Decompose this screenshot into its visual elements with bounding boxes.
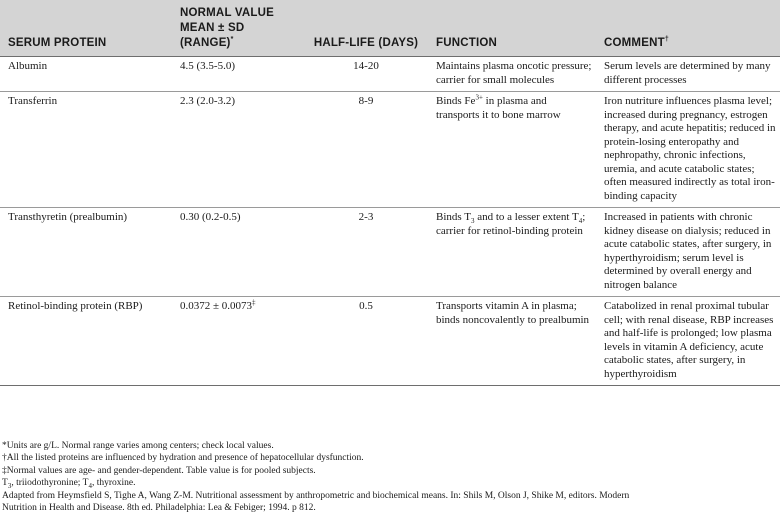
cell-comment: Iron nutriture influences plasma level; increased during pregnancy, estrogen therapy, and acute hepatitis; reduced in protein-losing enteropathy and nephropathy, chronic infections, uremia, and acute catabolic states; often measured indirectly as total iron-binding capacity [596, 92, 780, 208]
table-row-rbp [0, 297, 780, 386]
cell-protein: Retinol-binding protein (RBP) [0, 297, 172, 386]
cell-normal-value: 0.30 (0.2-0.5) [172, 208, 300, 297]
cell-normal-value: 0.0372 ± 0.0073‡ [172, 297, 300, 386]
cell-function: Binds $T_3$ and to a lesser extent $T_4$; carrier for retinol-binding protein [428, 208, 596, 297]
cell-comment: Catabolized in renal proximal tubular cell; with renal disease, RBP increases and half-life is prolonged; low plasma levels in vitamin A deficiency, acute catabolic states, after surgery, in hyperthyroidism [596, 297, 780, 386]
iron-charge-superscript: 3+ [475, 93, 483, 102]
table-header [0, 0, 780, 57]
cell-function: Transports vitamin A in plasma; binds noncovalently to prealbumin [428, 297, 596, 386]
header-comment-mark: † [664, 36, 669, 44]
footnote-age: ‡Normal values are age- and gender-dependent. Table value is for pooled subjects. [2, 465, 316, 476]
header-normal-line2: MEAN ± SD [180, 22, 245, 34]
table-row-albumin [0, 57, 780, 92]
footnote-abbreviations: $T_3$, triiodothyronine; $T_4$, thyroxine. [2, 478, 136, 490]
cell-normal-value: 4.5 (3.5-5.0) [172, 57, 300, 92]
header-normal-line3: (RANGE)* [180, 36, 234, 49]
table-footnotes [2, 440, 778, 514]
cell-half-life: 14-20 [300, 57, 428, 92]
cell-comment: Increased in patients with chronic kidney disease on dialysis; reduced in acute catabolic states, after surgery, in hyperthyroidism; serum level is determined by overall energy and nitrogen balance [596, 208, 780, 297]
cell-half-life: 0.5 [300, 297, 428, 386]
cell-normal-value: 2.3 (2.0-3.2) [172, 92, 300, 208]
header-normal-mark: * [230, 36, 234, 44]
cell-protein: Transferrin [0, 92, 172, 208]
header-function: FUNCTION [428, 0, 596, 57]
footnote-source-line2: Nutrition in Health and Disease. 8th ed. Philadelphia: Lea & Febiger; 1994. p 812. [2, 503, 316, 514]
rbp-value-mark: ‡ [252, 298, 256, 307]
header-comment: COMMENT† [596, 0, 780, 57]
cell-half-life: 8-9 [300, 92, 428, 208]
cell-function: Maintains plasma oncotic pressure; carrier for small molecules [428, 57, 596, 92]
cell-comment: Serum levels are determined by many different processes [596, 57, 780, 92]
table-row-transferrin [0, 92, 780, 208]
footnote-source-line1: Adapted from Heymsfield S, Tighe A, Wang Z-M. Nutritional assessment by anthropometric and biochemical means. In: Shils M, Olson J, Shike M, editors. Modern [2, 490, 630, 501]
table-row-transthyretin [0, 208, 780, 297]
footnote-hydration: †All the listed proteins are influenced by hydration and presence of hepatocellular dysfunction. [2, 453, 364, 464]
header-normal-value [172, 0, 300, 57]
header-half-life: HALF-LIFE (DAYS) [300, 0, 428, 57]
header-normal-line1: NORMAL VALUE [180, 7, 274, 19]
footnote-units: *Units are g/L. Normal range varies among centers; check local values. [2, 441, 274, 451]
cell-half-life: 2-3 [300, 208, 428, 297]
header-serum-protein: SERUM PROTEIN [0, 0, 172, 57]
cell-protein: Transthyretin (prealbumin) [0, 208, 172, 297]
cell-function: Binds $Fe^{3+}$ in plasma and transports it to bone marrow [428, 92, 596, 208]
cell-protein: Albumin [0, 57, 172, 92]
